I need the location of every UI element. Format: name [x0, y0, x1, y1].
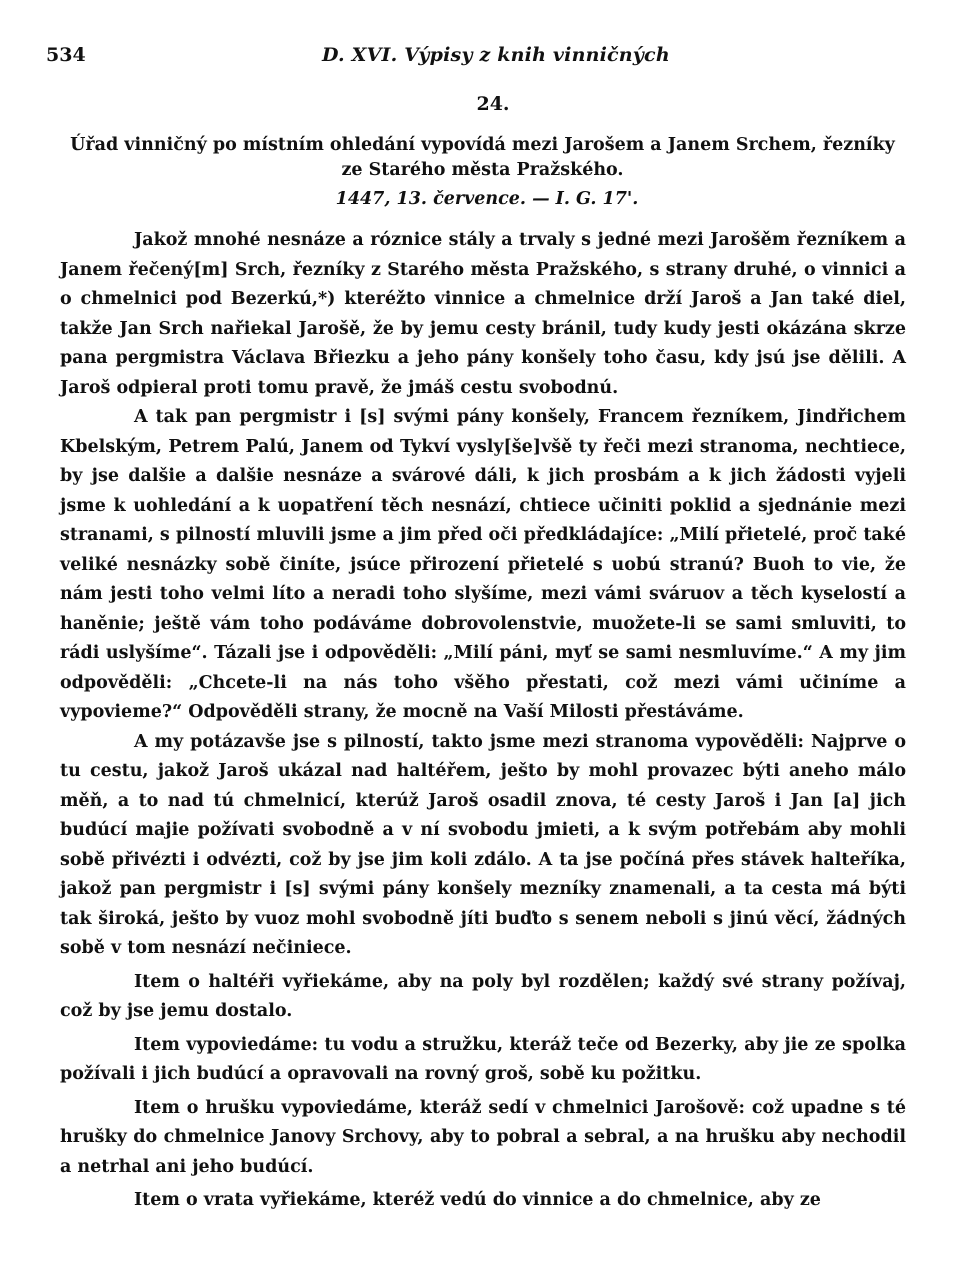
- running-head-title: D. XVI. Výpisy z knih vinničných: [322, 44, 670, 66]
- paragraph: Jakož mnohé nesnáze a róznice stály a trvaly s jedné mezi Jarošěm řezníkem a Janem řečený[m] Srch, řezníky z Starého města Pražského, s strany druhé, o vinnici a o chmelnici pod Bezerkú,*) kteréžto vinnice a chmelnice drží Jaroš a Jan také diel, takže Jan Srch nařiekal Jarošě, že by jemu cesty bránil, tudy kudy jesti okázána skrze pana pergmistra Václava Břiezku a jeho pány konšely toho času, kdy jsú jse dělili. A Jaroš odpieral proti tomu pravě, že jmáš cestu svobodnú.: [60, 230, 906, 398]
- paragraph: Item o haltéři vyřiekáme, aby na poly byl rozdělen; každý své strany požívaj, což by jse jemu dostalo.: [60, 971, 906, 1021]
- paragraph: Item o vrata vyřiekáme, kteréž vedú do vinnice a do chmelnice, aby ze: [134, 1190, 821, 1210]
- document-date: 1447, 13. července. — I. G. 17'.: [335, 189, 639, 209]
- paragraph: Item vypoviedáme: tu vodu a stružku, kteráž teče od Bezerky, aby jie ze spolka požívali i jich budúcí a opravovali na rovný groš, sobě ku požitku.: [60, 1034, 906, 1084]
- paragraph: A tak pan pergmistr i [s] svými pány konšely, Francem řezníkem, Jindřichem Kbelským, Petrem Palú, Janem od Tykví vysly[še]všě ty řeči mezi stranoma, nechtiece, by jse dalšie a dalšie nesnáze a svárové dáli, k jich prosbám a k jich žádosti vyjeli jsme k uohledání a k uopatření těch nesnází, chtiece učiniti poklid a sjednánie mezi stranami, s pilností mluvili jsme a jim před oči předkládajíce: „Milí přietelé, proč také veliké nesnázky sobě činíte, jsúce přirození přietelé s uobú stranú? Buoh to vie, že nám jesti toho velmi líto a neradi toho slyšíme, mezi vámi sváruov a těch kyselostí a haněnie; ještě vám toho podáváme dobrovolenstvie, muožete-li se sami smluviti, to rádi uslyšíme“. Tázali jse i odpověděli: „Milí páni, myť se sami nesmluvíme.“ A my jim odpověděli: „Chcete-li na nás toho všěho přestati, což mezi vámi učiníme a vypovieme?“ Odpověděli strany, že mocně na Vaší Milosti přestáváme.: [60, 407, 906, 722]
- page-number: 534: [46, 44, 86, 66]
- paragraph: A my potázavše jse s pilností, takto jsme mezi stranoma vypověděli: Najprve o tu cestu, jakož Jaroš ukázal nad haltéřem, ješto by mohl provazec býti aneho málo měň, a to nad tú chmelnicí, kterúž Jaroš osadil znova, té cesty Jaroš i Jan [a] jich budúcí majie požívati svobodně a v ní svobodu jmieti, a k svým potřebám aby mohli sobě přivézti i odvézti, což by jse jim koli zdálo. A ta jse počíná přes stávek halteříka, jakož pan pergmistr i [s] svými pány konšely mezníky znamenali, a ta cesta má býti tak široká, ješto by vuoz mohl svobodně jíti buďto s senem neboli s jinú věcí, žádných sobě v tom nesnází nečiniece.: [60, 731, 906, 958]
- paragraph: Item o hrušku vypoviedáme, kteráž sedí v chmelnici Jarošově: což upadne s té hrušky do chmelnice Janovy Srchovy, aby to pobral a sebral, a na hrušku aby nechodil a netrhal ani jeho budúcí.: [60, 1097, 906, 1177]
- document-number: 24.: [476, 93, 510, 115]
- running-head: [0, 44, 960, 76]
- document-heading: Úřad vinničný po místním ohledání vypovídá mezi Jarošem a Janem Srchem, řezníky ze Starého města Pražského.: [70, 135, 895, 180]
- document-body: [60, 226, 906, 1216]
